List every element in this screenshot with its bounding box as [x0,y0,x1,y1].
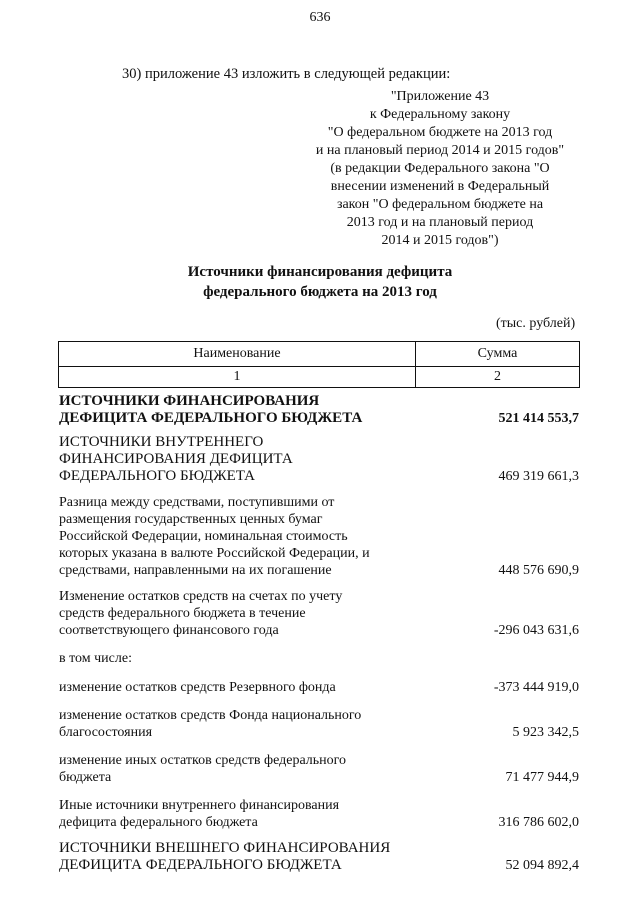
row-name-line: ДЕФИЦИТА ФЕДЕРАЛЬНОГО БЮДЖЕТА [59,857,342,873]
row-name-line: ИСТОЧНИКИ ВНЕШНЕГО ФИНАНСИРОВАНИЯ [59,840,391,856]
table-column-numbers-row [58,367,580,388]
row-value: 448 576 690,9 [498,563,579,578]
table-row [58,797,580,831]
row-name-line: которых указана в валюте Российской Федерации, и [59,546,370,561]
row-name-line: Иные источники внутреннего финансирования [59,798,340,813]
document-title [0,262,640,302]
row-value: 52 094 892,4 [505,858,579,873]
row-name-line: бюджета [59,770,112,785]
appendix-header-line: и на плановый период 2014 и 2015 годов" [315,143,565,158]
row-name [58,679,415,696]
row-name-line: ФЕДЕРАЛЬНОГО БЮДЖЕТА [59,468,255,484]
row-name [58,393,415,427]
row-name-line: изменение остатков средств Резервного фонда [59,680,336,695]
row-name-line: ИСТОЧНИКИ ФИНАНСИРОВАНИЯ [59,393,320,409]
appendix-header-line: "Приложение 43 [390,89,490,104]
row-name-line: в том числе: [59,651,132,666]
appendix-header-line: "О федеральном бюджете на 2013 год [327,125,553,140]
table-row [58,650,580,667]
row-name-line: Разница между средствами, поступившими от [59,495,335,510]
row-name [58,588,415,639]
row-name [58,752,415,786]
table-row [58,679,580,696]
page-number: 636 [309,10,331,25]
row-name-line: Российской Федерации, номинальная стоимость [59,529,348,544]
table-row [58,588,580,639]
row-name [58,434,415,485]
row-name-line: ФИНАНСИРОВАНИЯ ДЕФИЦИТА [59,451,293,467]
appendix-header-line: 2014 и 2015 годов") [381,233,499,248]
financing-table [58,341,580,874]
appendix-header-line: 2013 год и на плановый период [346,215,534,230]
row-name [58,650,415,667]
row-name-line: благосостояния [59,725,153,740]
row-value: -296 043 631,6 [493,623,579,638]
appendix-header-line: к Федеральному закону [369,107,511,122]
row-name [58,840,415,874]
row-name-line: дефицита федерального бюджета [59,815,258,830]
column-header-name: Наименование [59,342,416,366]
row-name-line: ДЕФИЦИТА ФЕДЕРАЛЬНОГО БЮДЖЕТА [59,410,363,426]
units-label: (тыс. рублей) [496,316,576,331]
row-name-line: средствами, направленными на их погашение [59,563,332,578]
row-value: -373 444 919,0 [493,680,579,695]
row-name-line: средств федерального бюджета в течение [59,606,306,621]
column-number-2: 2 [494,369,501,384]
document-title-line: федерального бюджета на 2013 год [203,284,437,300]
column-number-1: 1 [59,367,416,387]
appendix-header-line: (в редакции Федерального закона "О [330,161,550,176]
row-value: 521 414 553,7 [498,411,579,426]
table-row [58,707,580,741]
column-header-sum: Сумма [477,346,518,361]
appendix-header-line: внесении изменений в Федеральный [330,179,550,194]
row-name-line: ИСТОЧНИКИ ВНУТРЕННЕГО [59,434,264,450]
table-row [58,393,580,427]
appendix-header-line: закон "О федеральном бюджете на [336,197,544,212]
table-row [58,434,580,485]
table-row [58,752,580,786]
row-value: 71 477 944,9 [505,770,579,785]
amendment-instruction: 30) приложение 43 изложить в следующей редакции: [122,66,451,82]
table-header-row [58,341,580,367]
row-name-line: соответствующего финансового года [59,623,279,638]
table-row [58,840,580,874]
appendix-header [290,88,590,250]
row-name [58,707,415,741]
row-name-line: Изменение остатков средств на счетах по учету [59,589,343,604]
row-name-line: изменение остатков средств Фонда национального [59,708,362,723]
document-title-line: Источники финансирования дефицита [187,264,453,280]
row-name [58,494,415,579]
row-name [58,797,415,831]
row-name-line: размещения государственных ценных бумаг [59,512,323,527]
row-name-line: изменение иных остатков средств федерального [59,753,347,768]
table-row [58,494,580,579]
row-value: 5 923 342,5 [512,725,579,740]
row-value: 316 786 602,0 [498,815,579,830]
row-value: 469 319 661,3 [498,469,579,484]
